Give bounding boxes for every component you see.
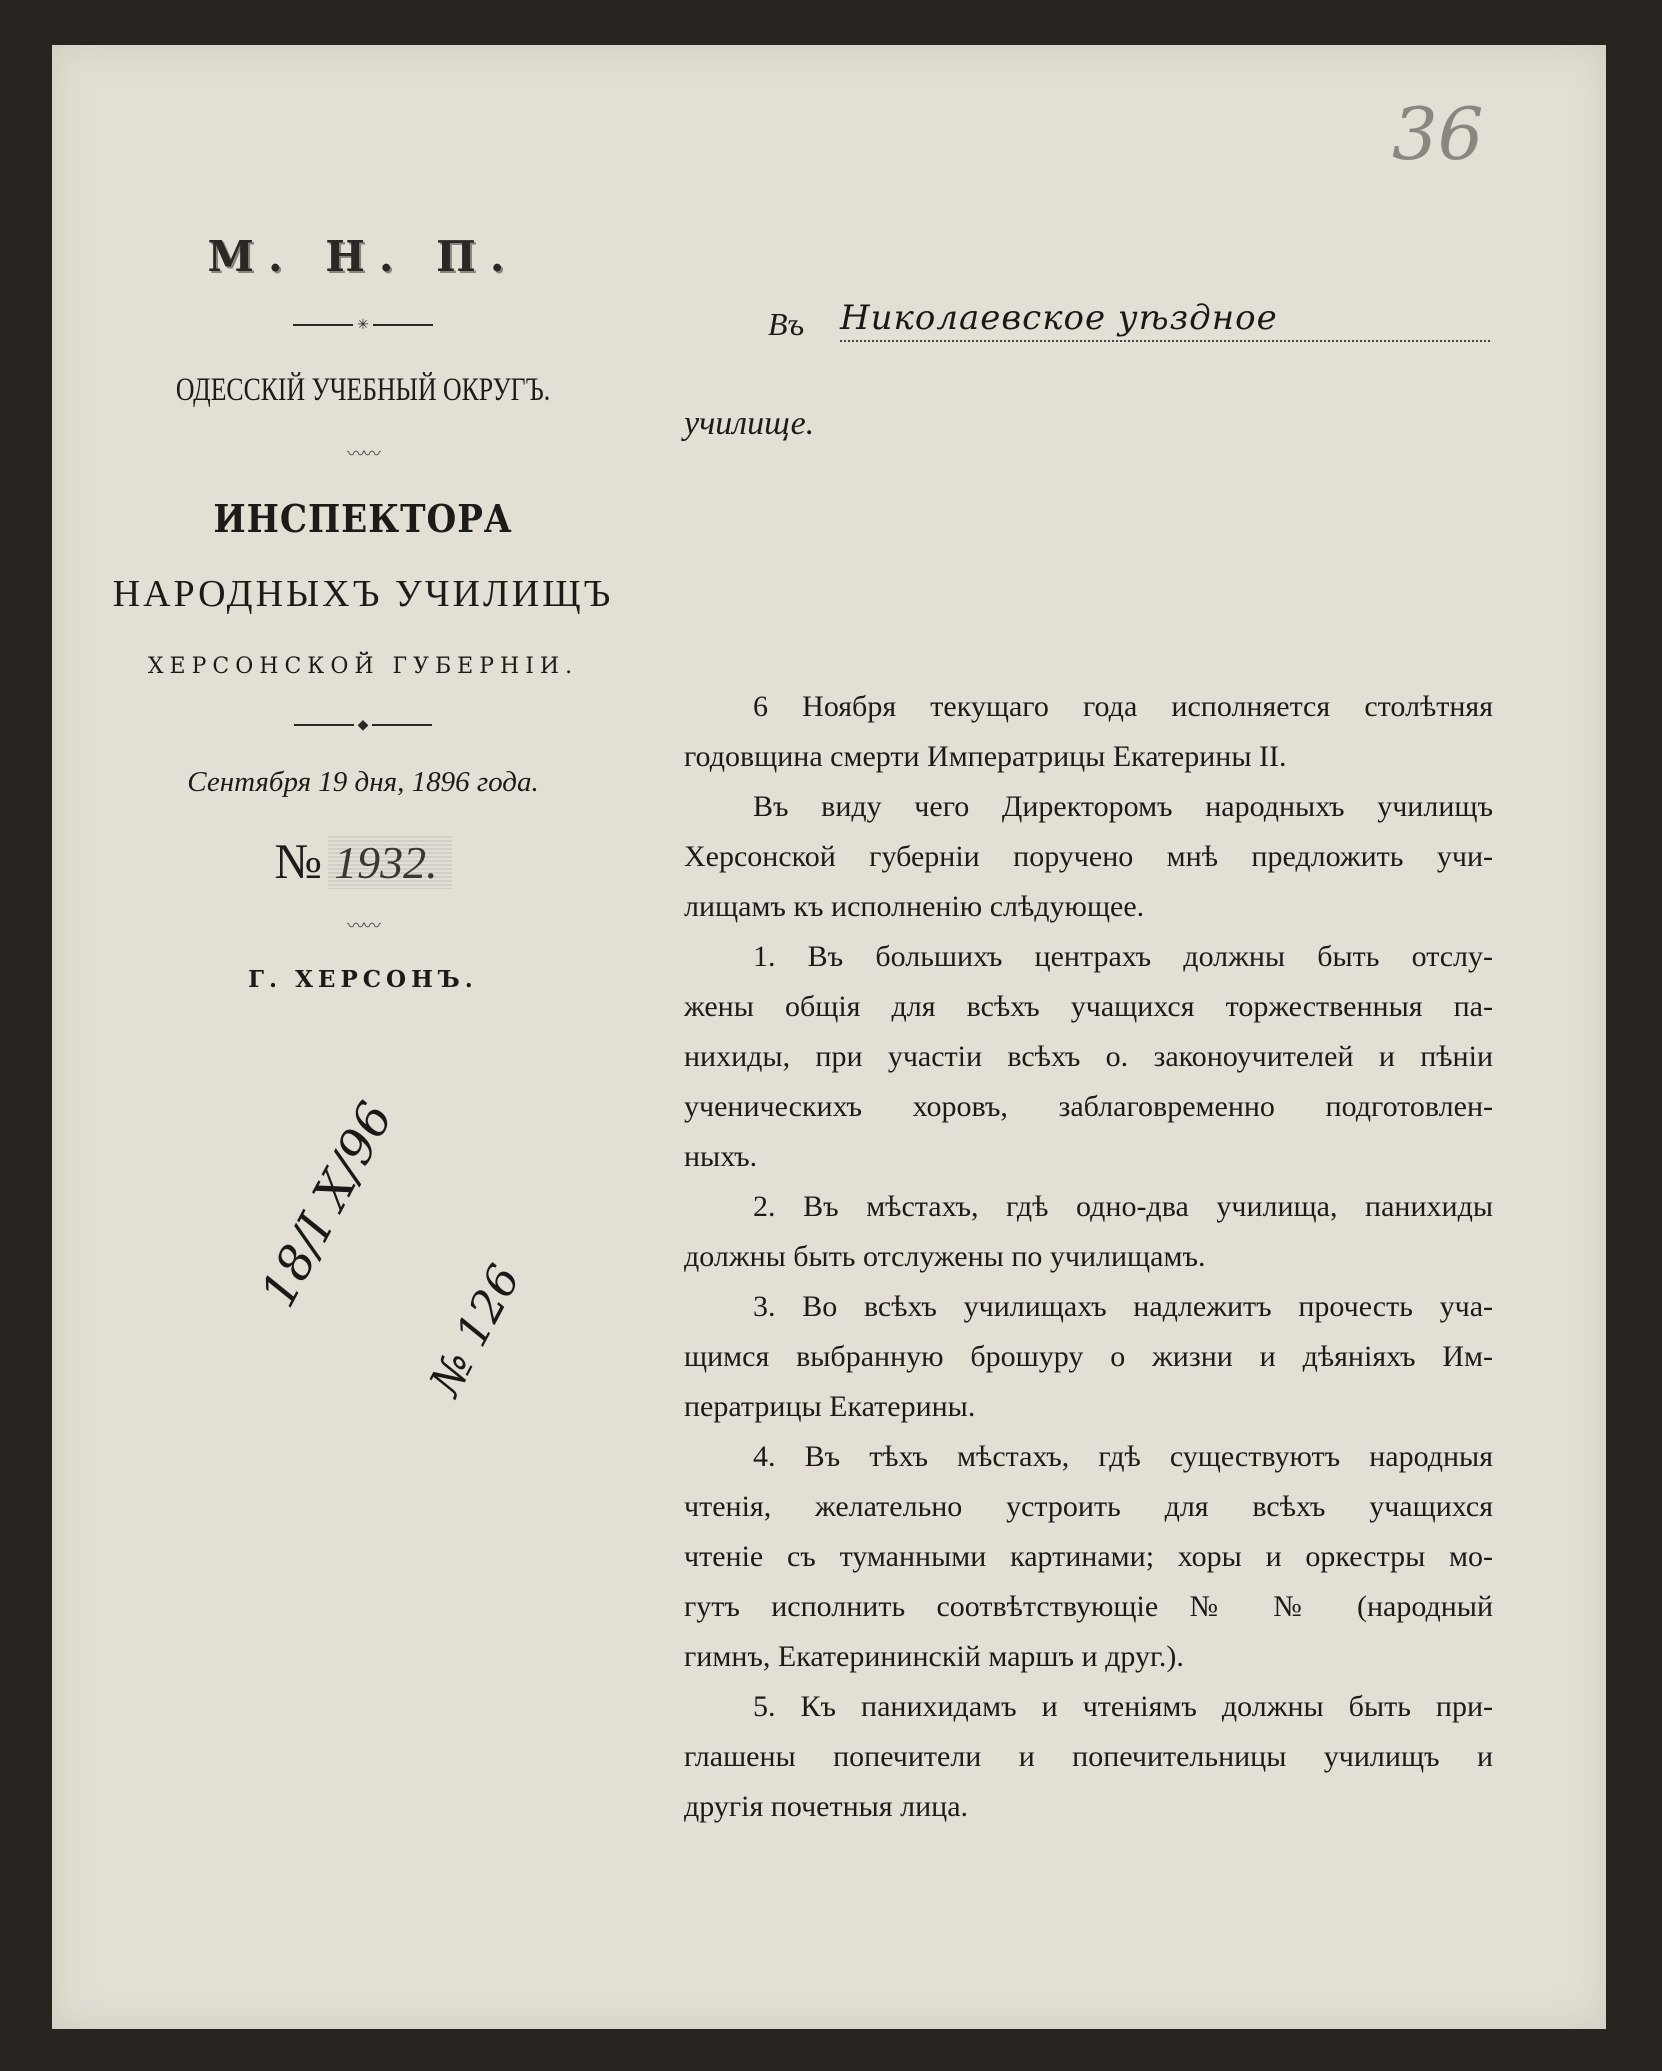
number-sign: №	[274, 833, 323, 889]
body-line: Херсонской губерніи поручено мнѣ предложить учи-	[684, 840, 1493, 873]
body-line: чтеніе съ туманными картинами; хоры и оркестры мо-	[684, 1540, 1493, 1573]
body-line: другія почетныя лица.	[684, 1790, 969, 1823]
body-line: 1. Въ большихъ центрахъ должны быть отслу-	[753, 940, 1493, 973]
body-line: ныхъ.	[684, 1140, 758, 1173]
body-line: ученическихъ хоровъ, заблаговременно подготовлен-	[684, 1090, 1493, 1123]
office-subtitle: НАРОДНЫХЪ УЧИЛИЩЪ	[112, 573, 614, 615]
ministry-initials: М. Н. П.	[207, 232, 519, 281]
handwritten-incoming-number: № 126	[420, 1256, 531, 1404]
number-value: 1932.	[328, 836, 452, 889]
body-line: гимнъ, Екатерининскій маршъ и друг.).	[684, 1640, 1184, 1673]
ornament-divider: ✳	[90, 318, 636, 332]
city-name: Г. ХЕРСОНЪ.	[248, 966, 478, 993]
addressee-prefix: Въ	[768, 306, 805, 342]
body-line: Въ виду чего Директоромъ народныхъ училищъ	[753, 790, 1493, 823]
body-line: 2. Въ мѣстахъ, гдѣ одно-два училища, панихиды	[753, 1190, 1493, 1223]
body-line: 4. Въ тѣхъ мѣстахъ, гдѣ существуютъ народныя	[753, 1440, 1493, 1473]
province-title: ХЕРСОНСКОЙ ГУБЕРНІИ.	[147, 654, 579, 679]
addressee-handwritten: Николаевское уѣздное	[840, 296, 1490, 342]
office-title: ИНСПЕКТОРА	[213, 496, 513, 541]
body-line: щимся выбранную брошуру о жизни и дѣяніяхъ Им-	[684, 1340, 1493, 1373]
body-line: чтенія, желательно устроить для всѣхъ учащихся	[684, 1490, 1493, 1523]
addressee-suffix: училище.	[684, 405, 815, 442]
letter-body	[684, 682, 1493, 1832]
body-line: глашены попечители и попечительницы училищъ и	[684, 1740, 1493, 1773]
body-line: лищамъ къ исполненію слѣдующее.	[684, 890, 1145, 923]
body-line: жены общія для всѣхъ учащихся торжественныя па-	[684, 990, 1493, 1023]
wave-divider: 〰〰	[347, 444, 379, 464]
body-line: 5. Къ панихидамъ и чтеніямъ должны быть при-	[753, 1690, 1493, 1723]
wave-divider: 〰〰	[347, 916, 379, 936]
document-number	[90, 832, 636, 890]
body-line: годовщина смерти Императрицы Екатерины II.	[684, 740, 1287, 773]
district-title: ОДЕССКІЙ УЧЕБНЫЙ ОКРУГЪ.	[175, 372, 551, 408]
body-line: гутъ исполнить соотвѣтствующіе № № (народный	[684, 1590, 1493, 1623]
archive-page-number: 36	[1392, 92, 1484, 176]
body-line: нихиды, при участіи всѣхъ о. законоучителей и пѣніи	[684, 1040, 1493, 1073]
handwritten-received-date: 18/I X/96	[250, 1093, 405, 1317]
body-line: должны быть отслужены по училищамъ.	[684, 1240, 1206, 1273]
body-line: ператрицы Екатерины.	[684, 1390, 976, 1423]
ornament-divider: ◆	[90, 718, 636, 732]
document-date: Сентября 19 дня, 1896 года.	[187, 766, 539, 798]
body-line: 3. Во всѣхъ училищахъ надлежитъ прочесть уча-	[753, 1290, 1493, 1323]
body-line: 6 Ноября текущаго года исполняется столѣтняя	[753, 690, 1493, 723]
